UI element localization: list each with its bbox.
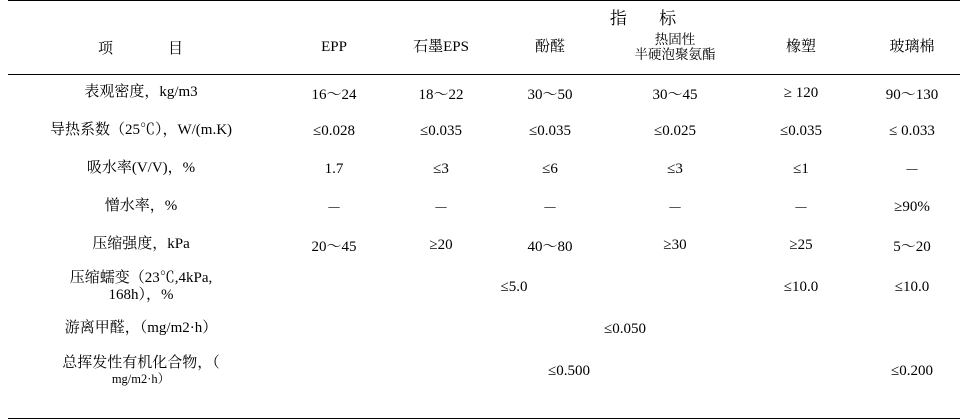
row-label-water-absorption: 吸水率(V/V)，% — [86, 160, 196, 177]
row-label-thermal-conductivity: 导热系数（25℃），W/(m.K) — [49, 122, 233, 139]
cell-conductivity-thermoset-pu: ≤0.025 — [654, 122, 696, 139]
cell-absorption-thermoset-pu: ≤3 — [667, 160, 683, 177]
cell-density-phenolic: 30～50 — [527, 86, 573, 103]
table-row-compressive-creep — [0, 264, 968, 310]
cell-creep-merged: ≤5.0 — [500, 278, 528, 295]
specification-table — [0, 20, 968, 394]
cell-conductivity-phenolic: ≤0.035 — [529, 122, 571, 139]
cell-absorption-epp: 1.7 — [324, 160, 344, 177]
cell-strength-graphite-eps: ≥20 — [429, 236, 453, 253]
column-header-graphite-eps: 石墨EPS — [413, 38, 469, 55]
column-header-item — [0, 20, 282, 74]
item-label-left: 项 — [97, 40, 114, 57]
thermoset-line-1: 热固性 — [654, 31, 696, 47]
cell-creep-glass-wool: ≤10.0 — [894, 278, 930, 295]
cell-hydrophobicity-phenolic: － — [542, 200, 558, 217]
cell-strength-rubber-plastic: ≥25 — [789, 236, 813, 253]
indicator-group-header: 指 标 — [609, 9, 691, 28]
table-row-thermal-conductivity — [0, 112, 968, 150]
row-label-compressive-strength: 压缩强度，kPa — [92, 236, 190, 253]
creep-label-line-1: 压缩蠕变（23℃,4kPa, — [69, 269, 213, 286]
cell-formaldehyde-merged: ≤0.050 — [604, 320, 646, 337]
cell-tvoc-merged: ≤0.500 — [548, 362, 590, 379]
row-label-tvoc — [0, 348, 282, 394]
row-label-apparent-density: 表观密度，kg/m3 — [84, 84, 198, 101]
cell-density-rubber-plastic: ≥ 120 — [783, 84, 819, 101]
column-header-rubber-plastic: 橡塑 — [785, 38, 816, 55]
thermoset-line-2: 半硬泡聚氨酯 — [634, 47, 716, 62]
column-header-thermoset-pu — [604, 20, 746, 74]
column-header-glass-wool: 玻璃棉 — [889, 38, 935, 55]
cell-strength-phenolic: 40～80 — [527, 238, 573, 255]
item-label-right: 目 — [168, 40, 185, 57]
cell-density-thermoset-pu: 30～45 — [652, 86, 698, 103]
cell-hydrophobicity-glass-wool: ≥90% — [894, 198, 930, 215]
cell-hydrophobicity-rubber-plastic: － — [793, 200, 809, 217]
table-row-tvoc — [0, 348, 968, 394]
column-header-epp: EPP — [321, 38, 347, 55]
cell-conductivity-glass-wool: ≤ 0.033 — [889, 122, 935, 139]
cell-hydrophobicity-graphite-eps: － — [433, 200, 449, 217]
table-row-free-formaldehyde — [0, 310, 968, 348]
cell-hydrophobicity-epp: － — [326, 200, 342, 217]
cell-tvoc-glass-wool: ≤0.200 — [891, 362, 933, 379]
cell-density-glass-wool: 90～130 — [885, 86, 939, 103]
cell-absorption-glass-wool: － — [904, 162, 920, 179]
table-row-water-absorption — [0, 150, 968, 188]
row-label-free-formaldehyde: 游离甲醛，（mg/m2·h） — [64, 320, 218, 337]
cell-conductivity-epp: ≤0.028 — [313, 122, 355, 139]
tvoc-label-line-2: mg/m2·h） — [111, 372, 171, 387]
cell-strength-glass-wool: 5～20 — [893, 238, 931, 255]
table-row-hydrophobicity — [0, 188, 968, 226]
top-rule — [8, 0, 960, 1]
table-row-apparent-density — [0, 74, 968, 112]
cell-creep-rubber-plastic: ≤10.0 — [783, 278, 819, 295]
table-row-compressive-strength — [0, 226, 968, 264]
cell-density-graphite-eps: 18～22 — [418, 86, 464, 103]
cell-absorption-phenolic: ≤6 — [542, 160, 558, 177]
column-header-phenolic: 酚醛 — [534, 38, 565, 55]
cell-absorption-rubber-plastic: ≤1 — [793, 160, 809, 177]
row-label-compressive-creep — [0, 264, 282, 310]
creep-label-line-2: 168h），% — [108, 287, 174, 303]
row-label-hydrophobicity: 憎水率，% — [104, 198, 178, 215]
cell-absorption-graphite-eps: ≤3 — [433, 160, 449, 177]
tvoc-label-line-1: 总挥发性有机化合物，（ — [62, 355, 220, 372]
cell-hydrophobicity-thermoset-pu: － — [667, 200, 683, 217]
cell-conductivity-rubber-plastic: ≤0.035 — [780, 122, 822, 139]
cell-conductivity-graphite-eps: ≤0.035 — [420, 122, 462, 139]
cell-strength-epp: 20～45 — [311, 238, 357, 255]
table-header-row — [0, 20, 968, 74]
cell-density-epp: 16～24 — [311, 86, 357, 103]
cell-strength-thermoset-pu: ≥30 — [663, 236, 687, 253]
